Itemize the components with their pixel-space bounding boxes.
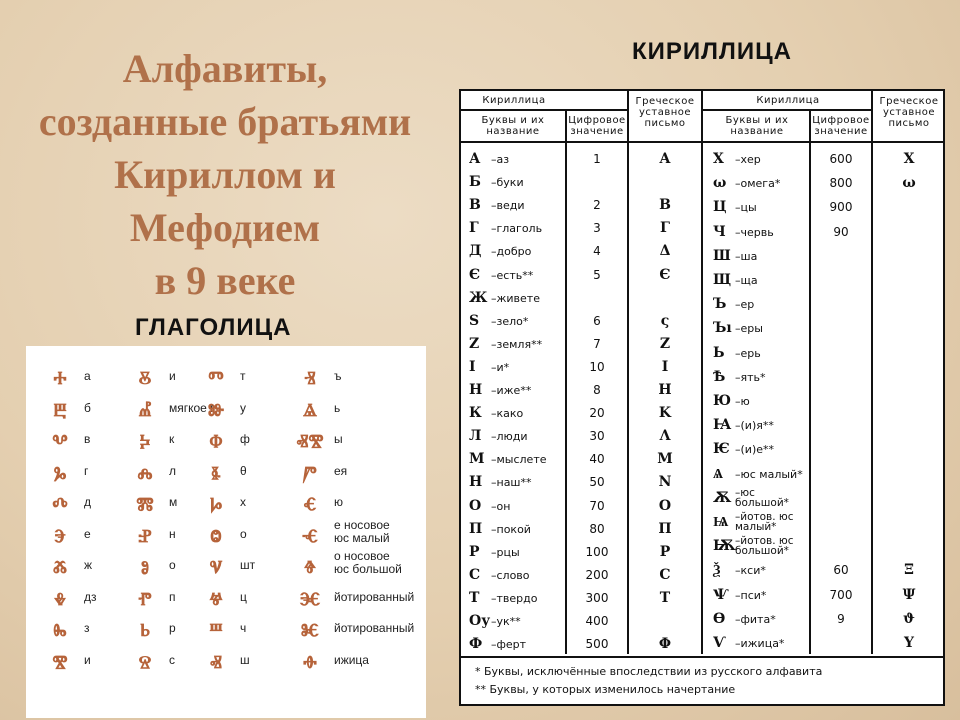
letter-name: –глаголь — [491, 222, 543, 236]
glagolitic-sound: ж — [84, 558, 93, 572]
glagolitic-glyph: ⰶ — [53, 554, 67, 583]
title-line: Алфавиты, — [122, 46, 328, 91]
greek-letter: Є — [659, 266, 671, 283]
glagolitic-glyph: ⰲ — [52, 428, 68, 457]
cyrillic-letter: Ζ — [469, 335, 480, 352]
glagolitic-sound: д — [84, 495, 92, 509]
glagolitic-glyph: ⱓ — [303, 459, 317, 489]
letter-name: –люди — [491, 430, 528, 444]
glagolitic-glyph: ⰸ — [53, 617, 67, 646]
glagolitic-sound: з — [84, 621, 90, 635]
numeric-value: 300 — [585, 590, 609, 605]
alphabet-row — [461, 584, 943, 607]
alphabet-row — [461, 535, 943, 558]
cyrillic-letter: Ѯ — [713, 562, 721, 579]
letter-name: –юс малый* — [735, 467, 803, 481]
header-divider — [703, 109, 871, 111]
cyrillic-letter: Ѳ — [713, 610, 726, 627]
letter-name: –йотов. юс малый* — [735, 511, 794, 533]
letter-name: –ук** — [491, 615, 521, 628]
letter-name: –(и)е** — [735, 443, 774, 457]
alphabet-row — [461, 608, 943, 631]
glagolitic-label: ГЛАГОЛИЦА — [135, 314, 292, 341]
numeric-value: 900 — [829, 200, 853, 215]
alphabet-row — [461, 269, 943, 292]
header-kirillica-2: Кириллица — [756, 95, 820, 106]
letter-name: –омега* — [735, 177, 781, 191]
cyrillic-letter: Ч — [713, 223, 726, 240]
greek-letter: Ν — [658, 474, 672, 491]
numeric-value: 100 — [585, 544, 609, 559]
greek-letter: ϑ — [903, 610, 915, 627]
glagolitic-glyph: ⱛ — [211, 459, 221, 489]
glagolitic-glyph: ⰰ — [53, 365, 67, 394]
glagolitic-glyph: ⱐ — [304, 365, 316, 394]
glagolitic-letter — [194, 618, 294, 650]
letter-name: –цы — [735, 201, 757, 215]
greek-letter: Φ — [658, 636, 672, 653]
cyrillic-letter: Оу — [469, 613, 491, 629]
letter-name: –земля** — [491, 337, 543, 351]
greek-letter: Ζ — [659, 335, 671, 352]
glagolitic-column — [194, 366, 294, 681]
glagolitic-glyph: ⱗ — [299, 585, 321, 615]
glagolitic-sound: йотированный — [334, 589, 415, 604]
cyrillic-letter: Ѣ — [713, 368, 726, 385]
cyrillic-letter: Є — [469, 266, 481, 283]
letter-name: –мыслете — [491, 453, 547, 467]
greek-letter: Ο — [658, 497, 672, 514]
glagolitic-sound: ф — [240, 432, 250, 446]
letter-name: –веди — [491, 199, 525, 213]
glagolitic-letter — [288, 398, 388, 430]
cyrillic-letter: К — [469, 405, 482, 422]
title-line: Мефодием — [129, 205, 321, 250]
numeric-value: 7 — [593, 336, 601, 351]
greek-letter: Υ — [904, 635, 914, 651]
glagolitic-glyph: ⰽ — [139, 428, 151, 457]
numeric-value: 600 — [829, 152, 853, 166]
greek-letter: Δ — [659, 243, 671, 260]
cyrillic-letter: Ꙗ — [713, 417, 732, 434]
greek-letter: ς — [660, 312, 670, 329]
glagolitic-letter — [288, 585, 415, 619]
numeric-value: 10 — [589, 359, 605, 374]
cyrillic-letter: Щ — [713, 272, 732, 288]
numeric-value: 1 — [593, 152, 601, 166]
glagolitic-column — [288, 365, 415, 681]
cyrillic-label: КИРИЛЛИЦА — [632, 38, 792, 65]
glagolitic-sound: г — [84, 463, 89, 478]
greek-letter: Ι — [661, 358, 669, 375]
cyrillic-table — [459, 89, 945, 706]
numeric-value: 9 — [837, 611, 845, 626]
cyrillic-letter: О — [469, 497, 482, 514]
letter-name: –ижица* — [735, 637, 785, 650]
letter-name: –рцы — [491, 545, 520, 559]
letter-name: –твердо — [491, 591, 538, 605]
glagolitic-glyph: ⰿ — [136, 491, 154, 520]
letter-name: –ша — [735, 249, 758, 263]
greek-letter: Γ — [660, 220, 670, 237]
letter-name: –покой — [491, 522, 531, 536]
glagolitic-glyph: ⱂ — [138, 585, 152, 615]
greek-letter: ω — [902, 175, 916, 192]
glagolitic-letter — [288, 617, 415, 650]
alphabet-row — [461, 559, 943, 582]
cyrillic-letter: Х — [713, 151, 724, 167]
greek-letter: Ρ — [659, 543, 671, 560]
glagolitic-glyph: ⱃ — [140, 617, 150, 646]
glagolitic-sound: ь — [334, 400, 341, 415]
letter-name: –ферт — [491, 638, 527, 652]
glagolitic-letter — [194, 650, 294, 682]
glagolitic-glyph: ⱖ — [304, 554, 316, 583]
alphabet-row — [461, 438, 943, 461]
glagolitic-sound: а — [84, 369, 91, 383]
letter-name: –ер — [735, 298, 755, 312]
glagolitic-sound: мягкое г — [169, 400, 215, 415]
cyrillic-letter: Ц — [713, 199, 727, 216]
cyrillic-letter: Ю — [713, 393, 732, 409]
glagolitic-sound: т — [240, 369, 246, 383]
cyrillic-letter: ω — [713, 175, 727, 192]
alphabet-row — [461, 366, 943, 389]
greek-letter: Μ — [657, 451, 673, 468]
glagolitic-glyph: ⱕ — [302, 522, 318, 552]
letter-name: –червь — [735, 225, 774, 239]
glagolitic-glyph: ⰷ — [54, 585, 66, 615]
letter-name: –зело* — [491, 314, 529, 328]
glagolitic-sound: ижица — [334, 652, 369, 667]
glagolitic-glyph: ⱚ — [303, 648, 317, 678]
cyrillic-letter: Н — [469, 474, 483, 491]
cyrillic-letter: Ѭ — [713, 538, 736, 555]
alphabet-row — [461, 293, 943, 316]
cyrillic-letter: Ѧ — [713, 465, 724, 482]
glagolitic-sound: ш — [240, 652, 250, 667]
glagolitic-letter — [194, 587, 294, 619]
glagolitic-sound: п — [169, 589, 176, 604]
cyrillic-letter: Ш — [713, 247, 731, 264]
glagolitic-glyph: ⱆ — [207, 396, 225, 426]
glagolitic-sound: н — [169, 526, 176, 541]
glagolitic-letter — [194, 429, 294, 461]
glagolitic-sound: и — [84, 652, 91, 667]
glagolitic-sound: о — [169, 558, 176, 572]
glagolitic-sound: м — [169, 495, 178, 509]
glagolitic-letter — [194, 555, 294, 587]
cyrillic-letter: Ж — [469, 289, 488, 306]
glagolitic-glyph: ⰼ — [138, 396, 152, 426]
numeric-value: 400 — [585, 614, 609, 628]
numeric-value: 700 — [829, 587, 853, 602]
letter-name: –(и)я** — [735, 419, 774, 433]
cyrillic-letter: Г — [469, 220, 479, 237]
glagolitic-sound: р — [169, 621, 176, 635]
letter-name: –ю — [735, 395, 750, 408]
glagolitic-glyph: ⱏ — [210, 648, 222, 678]
greek-letter: Τ — [659, 589, 671, 606]
glagolitic-sound: с — [169, 652, 175, 667]
glagolitic-glyph: ⱔ — [303, 491, 317, 520]
letter-name: –како — [491, 407, 524, 421]
header-cifr-2: Цифровое значение — [812, 115, 870, 137]
glagolitic-sound: ю — [334, 495, 343, 509]
cyrillic-letter: В — [469, 197, 481, 214]
slide-title — [20, 42, 430, 307]
cyrillic-letter: С — [469, 566, 481, 583]
glagolitic-letter — [288, 461, 388, 493]
glagolitic-letter — [194, 398, 294, 430]
footnote: ** Буквы, у которых изменилось начертание — [475, 683, 736, 696]
glagolitic-sound: ч — [240, 621, 247, 635]
numeric-value: 3 — [593, 221, 601, 236]
glagolitic-sound: шт — [240, 558, 256, 572]
alphabet-row — [461, 463, 943, 486]
glagolitic-sound: л — [169, 463, 177, 478]
glagolitic-sound: е носовое юс малый — [334, 517, 390, 545]
numeric-value: 40 — [589, 452, 605, 467]
glagolitic-letter — [288, 429, 388, 461]
letter-name: –он — [491, 499, 511, 513]
greek-letter: Β — [659, 197, 671, 214]
glagolitic-sound: у — [240, 400, 246, 415]
cyrillic-letter: Л — [469, 428, 482, 445]
glagolitic-glyph: ⱄ — [138, 648, 152, 678]
glagolitic-letter — [194, 524, 294, 556]
glagolitic-sound: о носовое юс большой — [334, 549, 402, 576]
alphabet-row — [461, 172, 943, 195]
numeric-value: 4 — [593, 244, 601, 259]
letter-name: –ерь — [735, 346, 761, 360]
glagolitic-sound: в — [84, 432, 91, 446]
alphabet-row — [461, 221, 943, 244]
glagolitic-glyph: ⱇ — [209, 428, 223, 457]
letter-name: –йотов. юс большой* — [735, 535, 794, 558]
alphabet-row — [461, 245, 943, 268]
letter-name: –юс большой* — [735, 486, 789, 509]
alphabet-row — [461, 487, 943, 510]
glagolitic-sound: θ — [240, 463, 247, 478]
glagolitic-letter — [194, 492, 294, 524]
alphabet-row — [461, 414, 943, 437]
glagolitic-glyph: ⰱ — [53, 396, 67, 426]
cyrillic-letter: Ъ — [713, 296, 727, 313]
numeric-value: 30 — [589, 429, 605, 444]
cyrillic-letter: А — [469, 151, 481, 167]
numeric-value: 200 — [585, 567, 609, 582]
glagolitic-letter — [194, 461, 294, 493]
glagolitic-glyph: ⰻ — [138, 365, 152, 394]
header-kirillica-1: Кириллица — [482, 95, 546, 106]
glagolitic-glyph: ⱁ — [140, 554, 150, 583]
cyrillic-letter: Ѱ — [713, 586, 729, 603]
cyrillic-letter: Ѕ — [469, 312, 480, 329]
glagolitic-sound: ы — [334, 432, 343, 446]
cyrillic-letter: Ф — [469, 636, 483, 653]
cyrillic-letter: І — [469, 358, 476, 375]
greek-letter: Λ — [659, 428, 671, 445]
numeric-value: 70 — [589, 498, 605, 513]
letter-name: –кси* — [735, 564, 766, 578]
cyrillic-letter: Б — [469, 174, 481, 191]
letter-name: –ща — [735, 274, 758, 287]
letter-name: –хер — [735, 153, 761, 166]
numeric-value: 5 — [593, 267, 601, 282]
glagolitic-letter — [194, 366, 294, 398]
glagolitic-glyph: ⰾ — [137, 459, 153, 489]
glagolitic-glyph: ⱈ — [209, 491, 223, 520]
glagolitic-glyph: ⰳ — [53, 459, 67, 489]
glagolitic-sound: йотированный — [334, 621, 415, 635]
alphabet-row — [461, 511, 943, 534]
glagolitic-sound: ъ — [334, 369, 342, 383]
title-line: в 9 веке — [154, 258, 296, 303]
glagolitic-glyph: ⰺ — [52, 648, 68, 678]
glagolitic-glyph: ⱀ — [138, 522, 152, 552]
cyrillic-letter: Т — [469, 589, 480, 606]
numeric-value: 20 — [589, 406, 605, 421]
greek-letter: С — [659, 566, 671, 583]
title-line: Кириллом и — [114, 152, 336, 197]
glagolitic-glyph: ⱑ — [303, 396, 317, 426]
cyrillic-letter: Д — [469, 243, 482, 260]
alphabet-row — [461, 632, 943, 655]
glagolitic-panel — [26, 346, 426, 718]
glagolitic-sound: дз — [84, 589, 97, 604]
glagolitic-sound: е — [84, 526, 91, 541]
alphabet-row — [461, 196, 943, 219]
glagolitic-sound: ея — [334, 463, 348, 478]
glagolitic-sound: и — [169, 369, 176, 383]
numeric-value: 8 — [593, 383, 601, 397]
letter-name: –и* — [491, 360, 510, 374]
letter-name: –буки — [491, 176, 524, 190]
cyrillic-letter: П — [469, 520, 483, 537]
cyrillic-letter: Р — [469, 543, 480, 560]
numeric-value: 90 — [833, 224, 849, 239]
glagolitic-sound: о — [240, 526, 247, 541]
letter-name: –ять* — [735, 370, 766, 384]
cyrillic-letter: Ѩ — [713, 514, 729, 530]
glagolitic-glyph: ⱘ — [301, 617, 319, 646]
letter-name: –пси* — [735, 588, 767, 602]
letter-name: –иже** — [491, 384, 532, 397]
letter-name: –есть** — [491, 268, 534, 282]
numeric-value: 800 — [829, 176, 853, 191]
greek-letter: Κ — [658, 405, 672, 422]
header-cifr-1: Цифровое значение — [568, 115, 626, 137]
glagolitic-glyph: ⱍ — [209, 585, 223, 615]
header-bukvy-1: Буквы и их название — [481, 115, 545, 137]
numeric-value: 50 — [589, 475, 605, 490]
letter-name: –еры — [735, 322, 763, 336]
cyrillic-letter: Ѵ — [713, 635, 726, 651]
glagolitic-sound: ц — [240, 589, 247, 604]
numeric-value: 6 — [593, 313, 601, 328]
cyrillic-letter: Ъı — [713, 320, 732, 337]
letter-name: –наш** — [491, 476, 532, 490]
greek-letter: Η — [658, 382, 672, 398]
greek-letter: Ψ — [902, 586, 916, 603]
cyrillic-letter: Ѫ — [713, 489, 732, 506]
footer-divider — [461, 656, 943, 658]
glagolitic-sound: б — [84, 400, 91, 415]
glagolitic-sound: х — [240, 495, 246, 509]
letter-name: –фита* — [735, 612, 776, 626]
numeric-value: 80 — [589, 521, 605, 536]
letter-name: –живете — [491, 291, 540, 305]
glagolitic-glyph: ⱏⰺ — [296, 428, 324, 457]
letter-name: –аз — [491, 153, 510, 166]
title-line: созданные братьями — [38, 99, 412, 144]
greek-letter: Ξ — [904, 562, 914, 579]
glagolitic-glyph: ⱎ — [209, 617, 223, 646]
numeric-value: 2 — [593, 198, 601, 213]
alphabet-row — [461, 317, 943, 340]
cyrillic-letter: Ь — [713, 344, 725, 361]
letter-name: –добро — [491, 245, 532, 259]
glagolitic-glyph: ⱌ — [209, 554, 223, 583]
alphabet-row — [461, 390, 943, 413]
glagolitic-letter — [288, 650, 388, 682]
cyrillic-letter: Н — [469, 382, 483, 398]
glagolitic-glyph: ⱅ — [208, 365, 224, 394]
glagolitic-glyph: ⱉ — [210, 522, 222, 552]
greek-letter: Χ — [903, 151, 915, 167]
greek-letter: А — [659, 151, 671, 167]
cyrillic-letter: Ѥ — [713, 441, 730, 458]
header-bukvy-2: Буквы и их название — [725, 115, 789, 137]
greek-letter: Π — [658, 520, 672, 537]
alphabet-row — [461, 342, 943, 365]
glagolitic-letter — [288, 549, 402, 587]
numeric-value: 500 — [585, 637, 609, 652]
glagolitic-glyph: ⰴ — [52, 491, 68, 520]
header-greek-2: Греческое уставное письмо — [879, 96, 939, 129]
alphabet-row — [461, 148, 943, 171]
numeric-value: 60 — [833, 563, 849, 578]
letter-name: –слово — [491, 568, 530, 582]
glagolitic-sound: к — [169, 432, 175, 446]
cyrillic-letter: М — [469, 451, 485, 468]
glagolitic-glyph: ⰵ — [54, 522, 66, 552]
footnote: * Буквы, исключённые впоследствии из русского алфавита — [475, 665, 823, 678]
header-greek-1: Греческое уставное письмо — [635, 96, 695, 129]
glagolitic-letter — [288, 366, 388, 398]
header-divider — [461, 109, 627, 111]
